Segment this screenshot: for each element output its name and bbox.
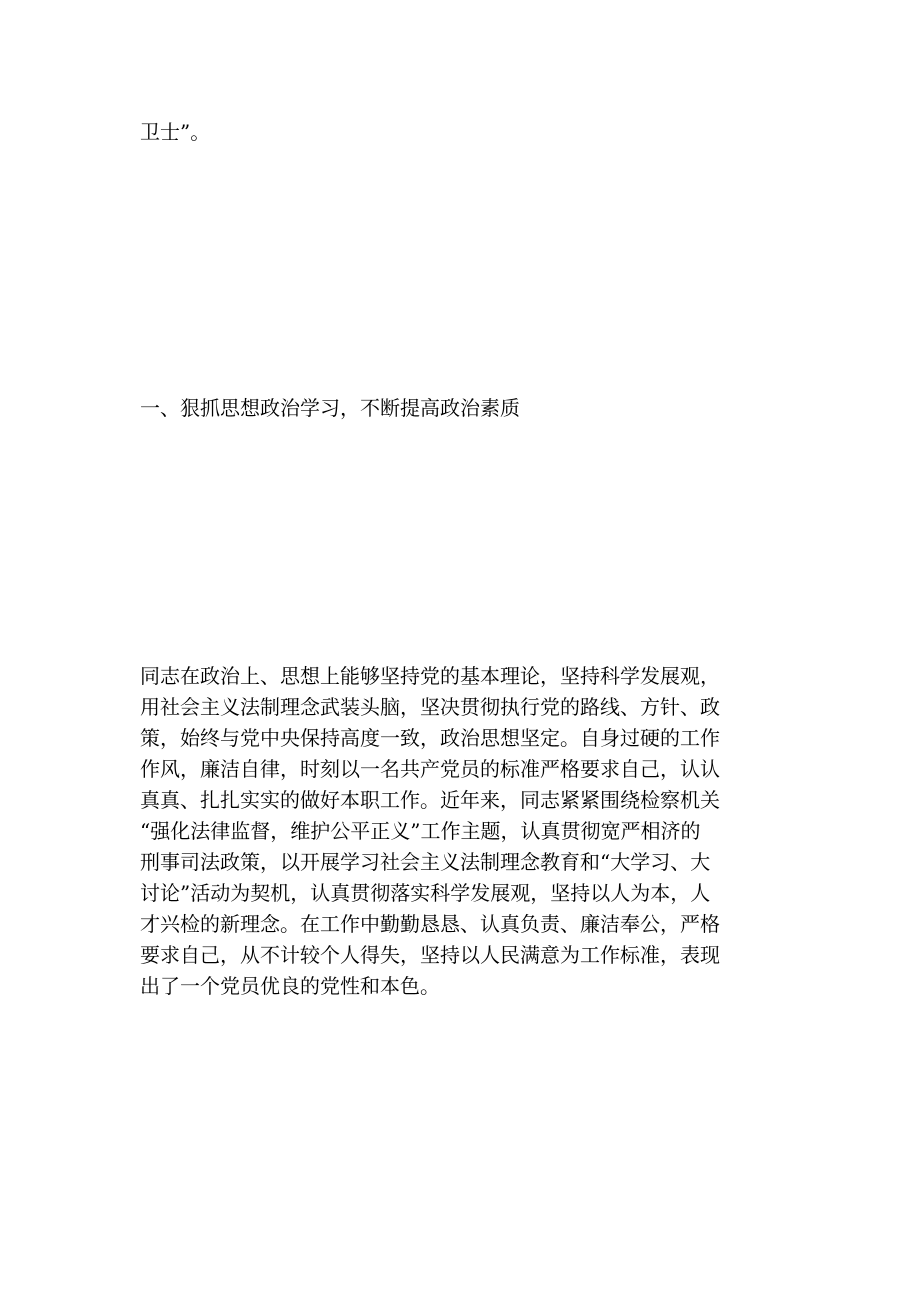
paragraph-line: 用社会主义法制理念武装头脑，坚决贯彻执行党的路线、方针、政: [140, 695, 720, 719]
paragraph-line: 作风，廉洁自律，时刻以一名共产党员的标准严格要求自己，认认: [140, 757, 720, 781]
paragraph-line: 出了一个党员优良的党性和本色。: [140, 974, 440, 998]
paragraph-line: 讨论”活动为契机，认真贯彻落实科学发展观，坚持以人为本，人: [140, 881, 711, 905]
paragraph-line: 策，始终与党中央保持高度一致，政治思想坚定。自身过硬的工作: [140, 726, 720, 750]
paragraph-line: 刑事司法政策，以开展学习社会主义法制理念教育和“大学习、大: [140, 850, 711, 874]
paragraph-line: 真真、扎扎实实的做好本职工作。近年来，同志紧紧围绕检察机关: [140, 788, 720, 812]
paragraph-line: 同志在政治上、思想上能够坚持党的基本理论，坚持科学发展观，: [140, 664, 720, 688]
paragraph-line: 才兴检的新理念。在工作中勤勤恳恳、认真负责、廉洁奉公，严格: [140, 912, 720, 936]
text-fragment: 卫士”。: [140, 120, 211, 144]
section-heading: 一、狠抓思想政治学习，不断提高政治素质: [140, 396, 520, 420]
paragraph-line: 要求自己，从不计较个人得失，坚持以人民满意为工作标准，表现: [140, 943, 720, 967]
paragraph-line: “强化法律监督，维护公平正义”工作主题，认真贯彻宽严相济的: [140, 819, 701, 843]
body-paragraph: [140, 661, 780, 1002]
